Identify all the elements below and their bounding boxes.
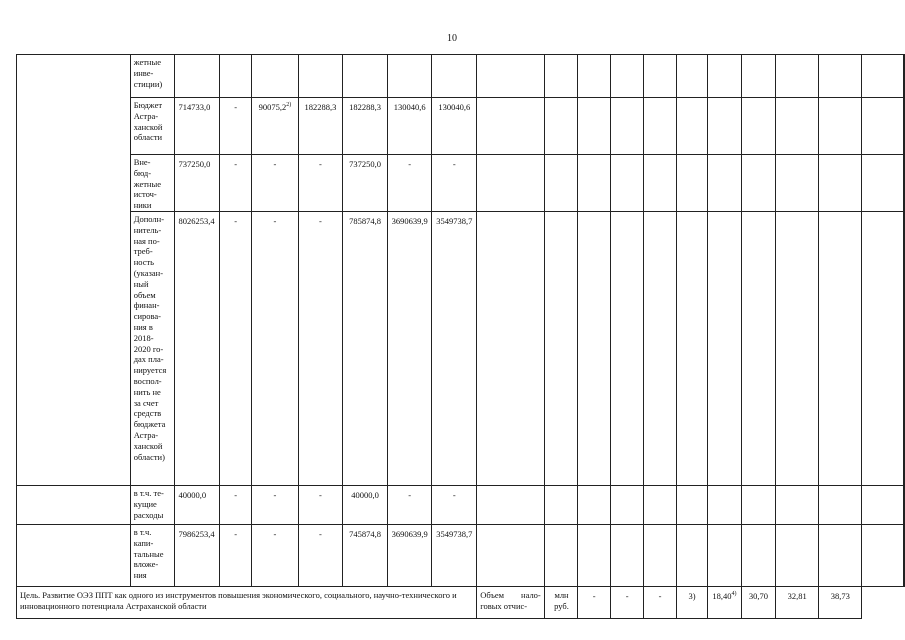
funding-source-line: треб- [133, 246, 153, 257]
empty-cell [676, 155, 707, 212]
funding-source-line: за счет [133, 397, 159, 408]
empty-cell [477, 155, 545, 212]
empty-cell [904, 525, 905, 587]
cell-value: - [234, 102, 238, 112]
funding-source-line: источ- [133, 189, 157, 200]
indicator-value-cell [578, 587, 611, 619]
funding-source-line: ный [133, 278, 149, 289]
cell-value: - [319, 216, 322, 226]
value-cell [252, 212, 299, 486]
empty-cell [544, 525, 578, 587]
funding-source-line: вложе- [133, 559, 159, 570]
cell-value: - [234, 216, 238, 226]
empty-cell [776, 55, 819, 98]
funding-source-cell [130, 486, 175, 525]
empty-cell [544, 212, 578, 486]
table-row [17, 525, 905, 587]
value-cell [298, 486, 343, 525]
value-cell [343, 55, 388, 98]
funding-source-line: 2018- [133, 332, 154, 343]
funding-source-line: области [133, 132, 163, 143]
empty-cell [544, 98, 578, 155]
empty-cell [611, 525, 644, 587]
cell-value: - [658, 591, 662, 601]
funding-source-line: ность [133, 257, 155, 268]
empty-cell [708, 55, 742, 98]
funding-source-line: капи- [133, 537, 154, 548]
value-cell [252, 55, 299, 98]
cell-value: 40000,0 [178, 490, 207, 500]
empty-cell [776, 155, 819, 212]
empty-cell [904, 486, 905, 525]
value-cell [387, 98, 432, 155]
cell-value: - [408, 490, 412, 500]
indicator-value-cell [611, 587, 644, 619]
funding-source-line: Дополн- [133, 214, 165, 224]
empty-cell [862, 55, 904, 98]
funding-source-line: (указан- [133, 267, 164, 278]
value-cell [298, 155, 343, 212]
empty-cell [741, 155, 775, 212]
cell-value: 38,73 [830, 591, 850, 601]
empty-cell [477, 55, 545, 98]
value-cell [343, 212, 388, 486]
cell-value: - [273, 159, 277, 169]
cell-value: - [234, 490, 238, 500]
value-cell [343, 486, 388, 525]
empty-cell [776, 212, 819, 486]
cell-value: 3690639,9 [391, 529, 428, 539]
empty-cell [741, 55, 775, 98]
funding-source-line: расходы [133, 509, 164, 520]
value-cell [298, 525, 343, 587]
empty-cell [862, 212, 904, 486]
cell-value: 18,40 [712, 591, 732, 601]
empty-cell [611, 98, 644, 155]
value-cell [220, 525, 252, 587]
cell-value: 714733,0 [178, 102, 211, 112]
funding-source-line: тальные [133, 548, 164, 559]
cell-value: - [234, 159, 238, 169]
empty-cell [578, 55, 611, 98]
cell-value: 785874,8 [349, 216, 381, 226]
value-cell [220, 486, 252, 525]
empty-cell [741, 212, 775, 486]
empty-cell [676, 486, 707, 525]
table-row [17, 98, 905, 155]
funding-source-line: дах пла- [133, 354, 164, 365]
page-number: 10 [447, 33, 457, 44]
empty-cell [578, 486, 611, 525]
empty-cell [611, 55, 644, 98]
value-cell [343, 525, 388, 587]
cell-value: 182288,3 [304, 102, 337, 112]
value-cell [387, 55, 432, 98]
funding-source-line: жетные [133, 57, 161, 67]
funding-source-line: ханской [133, 121, 163, 132]
funding-source-cell [130, 55, 175, 98]
value-cell [220, 55, 252, 98]
empty-cell [578, 212, 611, 486]
empty-cell [708, 155, 742, 212]
cell-value: 737250,0 [178, 159, 211, 169]
funding-source-line: ханской [133, 440, 163, 451]
value-cell [175, 525, 220, 587]
funding-source-line: ния [133, 570, 147, 581]
funding-source-line: стиции) [133, 78, 163, 89]
funding-source-line: Астра- [133, 110, 159, 121]
value-cell [298, 98, 343, 155]
indicator-value-cell [741, 587, 775, 619]
cell-value: - [452, 159, 456, 169]
value-cell [298, 212, 343, 486]
empty-cell [578, 98, 611, 155]
funding-source-line: нитель- [133, 224, 162, 235]
cell-value: 745874,8 [349, 529, 381, 539]
indicator-value-cell [676, 587, 707, 619]
empty-cell [676, 212, 707, 486]
value-cell [175, 55, 220, 98]
cell-value: - [452, 490, 456, 500]
empty-cell [644, 55, 677, 98]
funding-source-line: области) [133, 451, 165, 462]
empty-cell [477, 525, 545, 587]
cell-value: - [319, 159, 322, 169]
value-cell [387, 486, 432, 525]
empty-cell [708, 98, 742, 155]
value-cell [343, 155, 388, 212]
funding-source-line: средств [133, 408, 162, 419]
budget-table [16, 54, 905, 619]
program-blank-cell [17, 525, 131, 587]
unit-cell: млн руб. [544, 587, 578, 619]
cell-value: 3549738,7 [436, 529, 473, 539]
value-cell [387, 212, 432, 486]
empty-cell [676, 55, 707, 98]
value-cell [432, 212, 477, 486]
empty-cell [477, 212, 545, 486]
cell-value: 30,70 [748, 591, 769, 601]
empty-cell [819, 155, 862, 212]
empty-cell [708, 486, 742, 525]
empty-cell [477, 98, 545, 155]
empty-cell [819, 486, 862, 525]
empty-cell [611, 486, 644, 525]
value-cell [252, 525, 299, 587]
funding-source-line: нить не [133, 386, 161, 397]
empty-cell [741, 98, 775, 155]
empty-cell [578, 525, 611, 587]
cell-value: 3549738,7 [436, 216, 473, 226]
program-blank-cell [17, 55, 131, 486]
cell-value: 130040,6 [393, 102, 426, 112]
empty-cell [544, 486, 578, 525]
value-cell [220, 155, 252, 212]
empty-cell [644, 486, 677, 525]
footnote-mark: 4) [731, 591, 737, 598]
value-cell [220, 212, 252, 486]
funding-source-line: 2020 го- [133, 343, 164, 354]
funding-source-line: жетные [133, 178, 161, 189]
funding-source-line: финан- [133, 300, 160, 311]
empty-cell [819, 525, 862, 587]
funding-source-line: бюд- [133, 167, 152, 178]
cell-value: - [319, 490, 322, 500]
goal-cell: Цель. Развитие ОЭЗ ППТ как одного из инструментов повышения экономического, социального, научно-технического и инновационного потенциала Астраханской области [17, 587, 477, 619]
empty-cell [862, 155, 904, 212]
value-cell [252, 155, 299, 212]
cell-value: 182288,3 [349, 102, 381, 112]
funding-source-line: в т.ч. те- [133, 488, 164, 498]
value-cell [252, 486, 299, 525]
value-cell [432, 155, 477, 212]
value-cell [175, 486, 220, 525]
empty-cell [708, 212, 742, 486]
cell-value: - [273, 216, 277, 226]
empty-cell [741, 525, 775, 587]
cell-value: - [625, 591, 629, 601]
empty-cell [611, 155, 644, 212]
cell-value: - [273, 490, 277, 500]
cell-value: 737250,0 [349, 159, 381, 169]
funding-source-line: кущие [133, 498, 157, 509]
cell-value: 7986253,4 [178, 529, 215, 539]
value-cell [220, 98, 252, 155]
empty-cell [644, 525, 677, 587]
empty-cell [708, 525, 742, 587]
goal-row [17, 587, 905, 619]
table-row [17, 486, 905, 525]
funding-source-line: ния в [133, 321, 153, 332]
value-cell [252, 98, 299, 155]
empty-cell [544, 155, 578, 212]
empty-cell [819, 212, 862, 486]
empty-cell [776, 486, 819, 525]
empty-cell [862, 98, 904, 155]
empty-cell [819, 98, 862, 155]
cell-value: - [319, 529, 322, 539]
table-row [17, 155, 905, 212]
empty-cell [477, 486, 545, 525]
value-cell [175, 98, 220, 155]
footnote-mark: 2) [286, 102, 292, 109]
funding-source-line: сирова- [133, 311, 162, 322]
program-blank-cell [17, 486, 131, 525]
funding-source-line: воспол- [133, 375, 162, 386]
funding-source-cell [130, 212, 175, 486]
cell-value: - [592, 591, 596, 601]
cell-value: 90075,2 [258, 102, 287, 112]
indicator-value-cell [708, 587, 742, 619]
cell-value: - [273, 529, 277, 539]
value-cell [298, 55, 343, 98]
empty-cell [544, 55, 578, 98]
empty-cell [904, 212, 905, 486]
funding-source-cell [130, 155, 175, 212]
value-cell [432, 55, 477, 98]
empty-cell [904, 55, 905, 98]
empty-cell [904, 98, 905, 155]
empty-cell [611, 212, 644, 486]
funding-source-cell [130, 525, 175, 587]
empty-cell [644, 155, 677, 212]
empty-cell [862, 525, 904, 587]
empty-cell [776, 98, 819, 155]
funding-source-line: в т.ч. [133, 527, 152, 537]
funding-source-line: ники [133, 200, 152, 211]
funding-source-cell [130, 98, 175, 155]
funding-source-line: объем [133, 289, 156, 300]
empty-cell [862, 486, 904, 525]
value-cell [175, 155, 220, 212]
funding-source-line: бюджета [133, 419, 166, 430]
funding-source-line: инве- [133, 67, 154, 78]
funding-source-line: Астра- [133, 429, 159, 440]
indicator-value-cell [776, 587, 819, 619]
empty-cell [644, 98, 677, 155]
value-cell [387, 525, 432, 587]
cell-value: 40000,0 [351, 490, 379, 500]
cell-value: 3) [688, 591, 696, 601]
value-cell [432, 486, 477, 525]
funding-source-line: ная по- [133, 235, 160, 246]
indicator-value-cell [819, 587, 862, 619]
cell-value: 8026253,4 [178, 216, 215, 226]
table-row [17, 55, 905, 98]
cell-value: 3690639,9 [391, 216, 428, 226]
value-cell [432, 525, 477, 587]
cell-value: - [234, 529, 238, 539]
indicator-value-cell [644, 587, 677, 619]
value-cell [432, 98, 477, 155]
empty-cell [676, 525, 707, 587]
indicator-cell: Объем нало-говых отчис- [477, 587, 545, 619]
cell-value: 130040,6 [438, 102, 471, 112]
value-cell [343, 98, 388, 155]
table-row [17, 212, 905, 486]
value-cell [387, 155, 432, 212]
cell-value: 32,81 [787, 591, 807, 601]
empty-cell [819, 55, 862, 98]
empty-cell [741, 486, 775, 525]
funding-source-line: Бюджет [133, 100, 163, 110]
empty-cell [904, 155, 905, 212]
value-cell [175, 212, 220, 486]
empty-cell [644, 212, 677, 486]
empty-cell [578, 155, 611, 212]
funding-source-line: Вне- [133, 157, 151, 167]
empty-cell [676, 98, 707, 155]
funding-source-line: нируется [133, 365, 167, 376]
cell-value: - [408, 159, 412, 169]
empty-cell [776, 525, 819, 587]
